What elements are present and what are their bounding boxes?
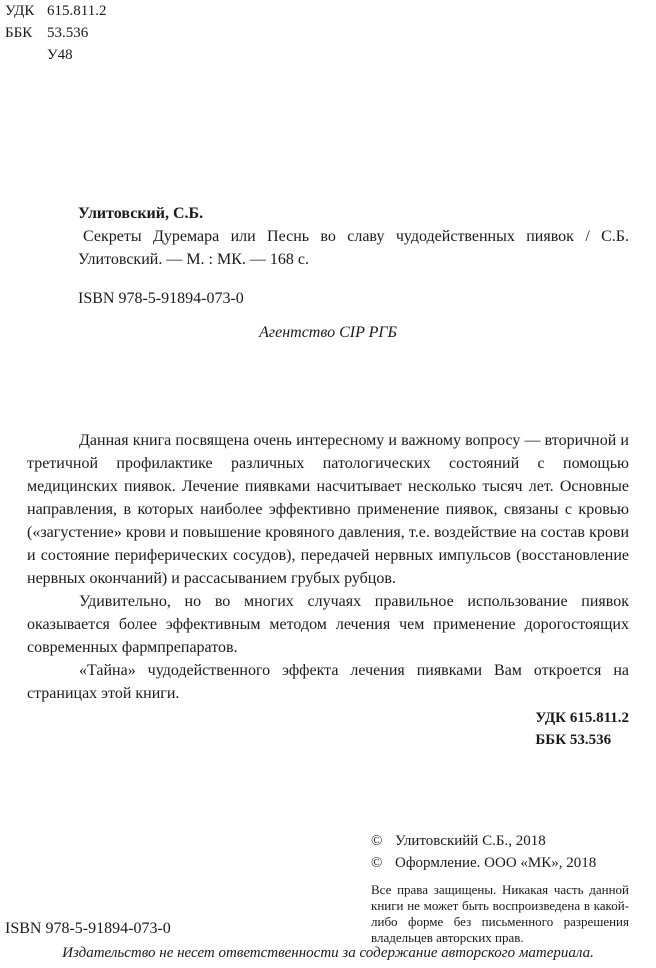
annotation-paragraph: Данная книга посвящена очень интересному и важному вопросу — вторичной и третичной профилактике различных патологических состояний с помощью медицинских пиявок. Лечение пиявками насчитывает несколько тысяч лет. Основные направления, в которых наиболее эффективно применение пиявок, связаны с кровью («загустение» крови и повышение кровяного давления, т.е. воздействие на состав крови и состояние периферических сосудов), передачей нервных импульсов (восстановление нервных окончаний) и рассасыванием грубых рубцов. (27, 432, 629, 587)
rights-notice: Все права защищены. Никакая часть данной книги не может быть воспроизведена в какой-либо форме без письменного разрешения владельцев авторских прав. (371, 882, 629, 945)
udk-label: УДК (5, 3, 35, 19)
classification-codes-bottom (535, 707, 629, 751)
bbk-value: 53.536 (47, 25, 89, 41)
copyright-line (371, 830, 596, 852)
book-description: Секреты Дуремара или Песнь во славу чудодейственных пиявок / С.Б. Улитовский. — М. : МК. — 168 с. (78, 228, 629, 268)
copyright-author: Улитовскийй С.Б., 2018 (395, 833, 546, 849)
copyright-design: Оформление. ООО «МК», 2018 (395, 855, 597, 871)
annotation (27, 429, 629, 705)
isbn-bottom: ISBN 978-5-91894-073-0 (5, 920, 171, 937)
annotation-paragraph: «Тайна» чудодейственного эффекта лечения пиявками Вам откроется на страницах этой книги. (27, 662, 629, 702)
classification-codes-top (5, 0, 106, 66)
cip-agency: Агентство CIP РГБ (259, 324, 397, 341)
copyright-line (371, 852, 596, 874)
annotation-paragraph: Удивительно, но во многих случаях правильное использование пиявок оказывается более эффективным методом лечения чем применение дорогостоящих современных фармпрепаратов. (27, 593, 629, 656)
bibliographic-record (78, 202, 629, 271)
bbk-label: ББК (5, 25, 33, 41)
udk-code: УДК 615.811.2 (535, 710, 629, 726)
bbk-code: ББК 53.536 (535, 732, 612, 748)
copyright-icon: © (371, 855, 383, 871)
copyright-icon: © (371, 833, 383, 849)
author-sign: У48 (47, 47, 73, 63)
udk-value: 615.811.2 (47, 3, 107, 19)
copyright-block (371, 830, 596, 874)
udk-row (5, 0, 106, 22)
isbn-top: ISBN 978-5-91894-073-0 (78, 290, 244, 307)
publisher-disclaimer: Издательство не несет ответственности за содержание авторского материала. (62, 945, 594, 961)
author-name: Улитовский, С.Б. (78, 205, 204, 222)
bbk-row (5, 22, 106, 44)
